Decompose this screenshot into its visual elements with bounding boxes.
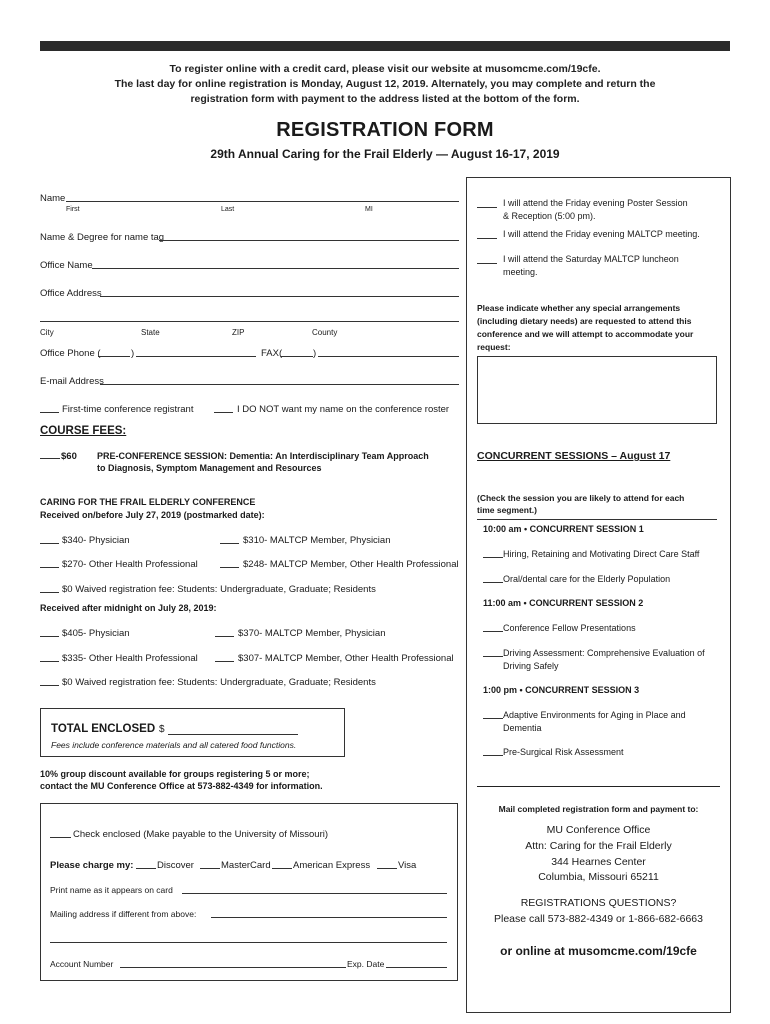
concurrent-note: time segment.) [477, 505, 537, 515]
late-physician-label: $405- Physician [62, 628, 130, 639]
session-1a-label: Hiring, Retaining and Motivating Direct Care Staff [503, 549, 700, 559]
no-roster-label: I DO NOT want my name on the conference roster [237, 404, 450, 415]
last-sublabel: Last [221, 206, 235, 213]
address-line-2-field[interactable] [40, 321, 459, 322]
payment-box [40, 803, 458, 981]
session-3b-label: Pre-Surgical Risk Assessment [503, 747, 624, 757]
phone-area-field[interactable] [98, 356, 130, 357]
luncheon-label: I will attend the Saturday MALTCP luncheon [503, 254, 679, 264]
office-address-label: Office Address [40, 288, 102, 299]
special-arrangements-text: conference and we will attempt to accommodate your [477, 329, 694, 339]
questions-heading: REGISTRATIONS QUESTIONS? [520, 897, 677, 909]
mailing-address-field[interactable] [211, 917, 447, 918]
account-number-field[interactable] [120, 967, 346, 968]
office-phone-label: Office Phone ( [40, 348, 101, 359]
preconference-price: $60 [61, 451, 77, 462]
poster-session-label: I will attend the Friday evening Poster Session [503, 198, 688, 208]
session-2-heading: 11:00 am • CONCURRENT SESSION 2 [483, 598, 644, 608]
maltcp-meeting-checkbox[interactable] [477, 238, 497, 239]
late-other-label: $335- Other Health Professional [62, 653, 198, 664]
total-amount-field[interactable] [168, 734, 298, 735]
first-time-label: First-time conference registrant [62, 404, 194, 415]
preconference-checkbox[interactable] [40, 458, 60, 459]
session-2b-label: Driving Assessment: Comprehensive Evaluation of [503, 648, 705, 658]
concurrent-note: (Check the session you are likely to attend for each [477, 493, 685, 503]
zip-sublabel: ZIP [232, 328, 245, 337]
dollar-sign: $ [159, 724, 165, 735]
mail-heading: Mail completed registration form and payment to: [498, 804, 699, 814]
intro-line: To register online with a credit card, please visit our website at musomcme.com/19cfe. [169, 63, 601, 75]
mastercard-checkbox[interactable] [200, 868, 220, 869]
session-1b-label: Oral/dental care for the Elderly Population [503, 574, 671, 584]
office-name-field[interactable] [92, 268, 459, 269]
special-arrangements-text: request: [477, 342, 511, 352]
top-rule [40, 41, 730, 51]
intro-line: The last day for online registration is Monday, August 12, 2019. Alternately, you may complete and return the [114, 78, 656, 90]
early-waived-checkbox[interactable] [40, 592, 59, 593]
early-maltcp-other-checkbox[interactable] [220, 567, 239, 568]
amex-checkbox[interactable] [272, 868, 292, 869]
page-title: REGISTRATION FORM [276, 119, 494, 141]
session-1-heading: 10:00 am • CONCURRENT SESSION 1 [483, 524, 644, 534]
first-time-checkbox[interactable] [40, 412, 59, 413]
first-sublabel: First [66, 206, 80, 213]
early-other-label: $270- Other Health Professional [62, 559, 198, 570]
early-waived-label: $0 Waived registration fee: Students: Undergraduate, Graduate; Residents [62, 584, 376, 595]
late-other-checkbox[interactable] [40, 661, 59, 662]
city-sublabel: City [40, 328, 54, 337]
early-physician-checkbox[interactable] [40, 543, 59, 544]
print-name-field[interactable] [182, 893, 447, 894]
session-3a-label-2: Dementia [503, 723, 542, 733]
late-waived-label: $0 Waived registration fee: Students: Undergraduate, Graduate; Residents [62, 677, 376, 688]
session-3a-label: Adaptive Environments for Aging in Place and [503, 710, 686, 720]
late-maltcp-other-checkbox[interactable] [215, 661, 234, 662]
mailing-address-line-2-field[interactable] [50, 942, 447, 943]
early-heading: Received on/before July 27, 2019 (postmarked date): [40, 510, 265, 520]
special-arrangements-text: Please indicate whether any special arrangements [477, 303, 681, 313]
email-label: E-mail Address [40, 376, 104, 387]
intro-text [40, 62, 730, 107]
early-maltcp-physician-checkbox[interactable] [220, 543, 239, 544]
special-arrangements-field[interactable] [477, 356, 717, 424]
course-fees-heading: COURSE FEES: [40, 425, 127, 437]
session-2a-checkbox[interactable] [483, 631, 503, 632]
session-2b-label-2: Driving Safely [503, 661, 559, 671]
late-maltcp-other-label: $307- MALTCP Member, Other Health Professional [238, 653, 454, 664]
early-maltcp-other-label: $248- MALTCP Member, Other Health Professional [243, 559, 459, 570]
late-heading: Received after midnight on July 28, 2019: [40, 603, 217, 613]
amex-label: American Express [293, 860, 371, 871]
preconference-subtitle: to Diagnosis, Symptom Management and Resources [97, 463, 322, 473]
luncheon-label-2: meeting. [503, 267, 538, 277]
late-maltcp-physician-label: $370- MALTCP Member, Physician [238, 628, 386, 639]
address-line: Columbia, Missouri 65211 [538, 871, 659, 883]
session-3b-checkbox[interactable] [483, 755, 503, 756]
poster-session-time: & Reception (5:00 pm). [503, 211, 596, 221]
intro-line: registration form with payment to the address listed at the bottom of the form. [190, 93, 580, 105]
session-2a-label: Conference Fellow Presentations [503, 623, 636, 633]
session-2b-checkbox[interactable] [483, 656, 503, 657]
session-3-heading: 1:00 pm • CONCURRENT SESSION 3 [483, 685, 640, 695]
total-enclosed-label: TOTAL ENCLOSED [51, 723, 156, 735]
name-degree-field[interactable] [159, 240, 459, 241]
phone-paren: ) [131, 348, 135, 359]
check-enclosed-checkbox[interactable] [50, 837, 71, 838]
visa-label: Visa [398, 860, 417, 871]
session-1b-checkbox[interactable] [483, 582, 503, 583]
charge-label: Please charge my: [50, 860, 134, 871]
early-physician-label: $340- Physician [62, 535, 130, 546]
online-registration-link[interactable]: or online at musomcme.com/19cfe [500, 944, 697, 958]
preconference-title: PRE-CONFERENCE SESSION: Dementia: An Interdisciplinary Team Approach [97, 451, 429, 461]
late-waived-checkbox[interactable] [40, 685, 59, 686]
office-address-field[interactable] [100, 296, 459, 297]
address-line: Attn: Caring for the Frail Elderly [525, 840, 672, 852]
name-degree-label: Name & Degree for name tag [40, 232, 165, 243]
mailing-address-label: Mailing address if different from above: [50, 909, 197, 919]
special-arrangements-text: (including dietary needs) are requested to attend this [477, 316, 692, 326]
visa-checkbox[interactable] [377, 868, 397, 869]
session-3a-checkbox[interactable] [483, 718, 503, 719]
early-maltcp-physician-label: $310- MALTCP Member, Physician [243, 535, 391, 546]
concurrent-sessions-heading: CONCURRENT SESSIONS – August 17 [477, 450, 671, 462]
fax-label: FAX( [261, 348, 283, 359]
state-sublabel: State [141, 328, 160, 337]
discover-checkbox[interactable] [136, 868, 156, 869]
session-1a-checkbox[interactable] [483, 557, 503, 558]
late-physician-checkbox[interactable] [40, 636, 59, 637]
conference-heading: CARING FOR THE FRAIL ELDERLY CONFERENCE [40, 497, 256, 507]
check-enclosed-label: Check enclosed (Make payable to the University of Missouri) [73, 829, 329, 840]
questions-phone: Please call 573-882-4349 or 1-866-682-6663 [494, 913, 703, 925]
maltcp-meeting-label: I will attend the Friday evening MALTCP meeting. [503, 229, 700, 239]
address-line: MU Conference Office [546, 824, 651, 836]
total-enclosed-box [40, 708, 345, 757]
divider [477, 519, 717, 520]
office-name-label: Office Name [40, 260, 93, 271]
name-field[interactable] [66, 201, 459, 202]
discount-line-1: 10% group discount available for groups registering 5 or more; [40, 769, 310, 779]
address-line: 344 Hearnes Center [551, 856, 646, 868]
luncheon-checkbox[interactable] [477, 263, 497, 264]
county-sublabel: County [312, 328, 338, 337]
early-other-checkbox[interactable] [40, 567, 59, 568]
email-field[interactable] [100, 384, 459, 385]
poster-session-checkbox[interactable] [477, 207, 497, 208]
fax-paren: ) [313, 348, 317, 359]
total-note: Fees include conference materials and all catered food functions. [51, 740, 297, 750]
account-number-label: Account Number [50, 959, 114, 969]
page-subtitle: 29th Annual Caring for the Frail Elderly — August 16-17, 2019 [210, 147, 560, 161]
exp-date-field[interactable] [386, 967, 447, 968]
discover-label: Discover [157, 860, 194, 871]
mi-sublabel: MI [365, 206, 373, 213]
late-maltcp-physician-checkbox[interactable] [215, 636, 234, 637]
name-label: Name [40, 193, 66, 204]
no-roster-checkbox[interactable] [214, 412, 233, 413]
fax-number-field[interactable] [318, 356, 459, 357]
fax-area-field[interactable] [281, 356, 313, 357]
discount-line-2: contact the MU Conference Office at 573-882-4349 for information. [40, 781, 323, 791]
mastercard-label: MasterCard [221, 860, 271, 871]
exp-date-label: Exp. Date [347, 959, 385, 969]
phone-number-field[interactable] [136, 356, 256, 357]
divider [477, 786, 720, 787]
print-name-label: Print name as it appears on card [50, 885, 173, 895]
